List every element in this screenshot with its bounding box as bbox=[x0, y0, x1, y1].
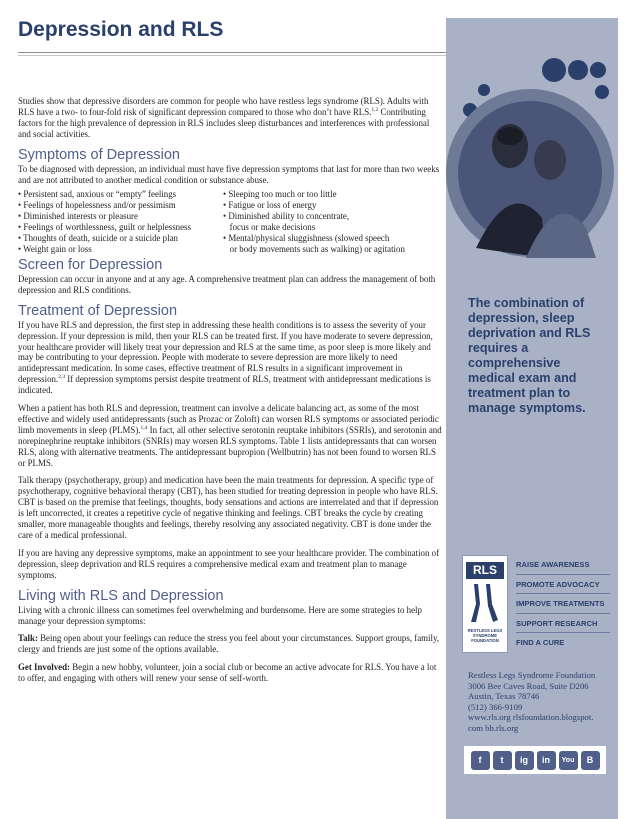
list-item: focus or make decisions bbox=[223, 222, 316, 233]
main-column bbox=[18, 96, 443, 691]
screen-text: Depression can occur in anyone and at any age. A comprehensive treatment plan can address the management of both depression and RLS conditions. bbox=[18, 273, 436, 295]
living-heading: Living with RLS and Depression bbox=[18, 587, 224, 604]
list-item: • Feelings of worthlessness, guilt or helplessness bbox=[18, 222, 191, 233]
logo-mark: RLS bbox=[466, 562, 504, 579]
list-item: or body movements such as walking) or agitation bbox=[223, 243, 405, 254]
address-line: Austin, Texas 78746 bbox=[468, 691, 540, 701]
mission-list bbox=[516, 555, 610, 653]
treatment-heading: Treatment of Depression bbox=[18, 302, 178, 319]
list-item: • Thoughts of death, suicide or a suicide plan bbox=[18, 233, 178, 244]
address-line[interactable]: www.rls.org rlsfoundation.blogspot. bbox=[468, 712, 594, 722]
address-line: 3006 Bee Caves Road, Suite D206 bbox=[468, 680, 589, 691]
social-icons bbox=[464, 746, 606, 774]
symptoms-heading: Symptoms of Depression bbox=[18, 146, 180, 163]
page-title: Depression and RLS bbox=[18, 18, 224, 41]
title-rule-secondary bbox=[18, 55, 448, 56]
facebook-icon[interactable]: f bbox=[471, 751, 490, 770]
symptom-col-right bbox=[223, 189, 443, 254]
get-involved-tip: Get Involved: Begin a new hobby, volunteer, join a social club or become an active advocate for RLS. You have a lot to offer, and engaging with others will renew your sense of self-worth. bbox=[18, 662, 437, 684]
title-rule bbox=[18, 52, 448, 53]
treatment-paragraph-4: If you are having any depressive symptoms, make an appointment to see your healthcare provider. The combination of depression, sleep deprivation and RLS requires a comprehensive medical exam and treatment plan to manage symptoms. bbox=[18, 547, 440, 580]
rls-foundation-logo bbox=[462, 555, 508, 653]
mission-item: PROMOTE ADVOCACY bbox=[516, 575, 610, 595]
list-item: • Sleeping too much or too little bbox=[223, 189, 337, 200]
symptom-col-left bbox=[18, 189, 223, 254]
treatment-paragraph-3: Talk therapy (psychotherapy, group) and medication have been the main treatments for depression. A specific type of psychotherapy, cognitive behavioral therapy (CBT), has been studied for treating depression in people who have RLS. CBT is based on the premise that feelings, thoughts, body sensations and actions are interrelated and that if depression is left uncorrected, it creates a repetitive cycle of negative thinking and feelings. CBT breaks the cycle by creating smaller, more manageable thoughts and feelings, thereby resolving any associated negativity. CBT is done under the care of a medical professional. bbox=[18, 475, 439, 540]
sidebar bbox=[446, 18, 618, 819]
blogger-icon[interactable]: B bbox=[581, 751, 600, 770]
treatment-paragraph-2: When a patient has both RLS and depression, treatment can involve a delicate balancing act, as some of the most effective and widely used antidepressants (such as Prozac or Zoloft) can worsen RLS symptoms or associated periodic limb movements in sleep (PLMS).$^{1,4}$ In fact, all other selective serotonin reuptake inhibitors (SSRIs), and serotonin and norepinephrine reuptake inhibitors (SNRIs) may worsen RLS symptoms. Table 1 lists antidepressants that can worsen RLS, along with alternative treatments. The antidepressant bupropion (Wellbutrin) has not been found to worsen RLS or PLMS. bbox=[18, 403, 442, 468]
list-item: • Diminished ability to concentrate, bbox=[223, 211, 350, 222]
youtube-icon[interactable]: You bbox=[559, 751, 578, 770]
mission-item: IMPROVE TREATMENTS bbox=[516, 594, 610, 614]
legs-icon bbox=[468, 582, 504, 626]
mission-item: SUPPORT RESEARCH bbox=[516, 614, 610, 634]
symptom-list bbox=[18, 189, 443, 254]
address-line: Restless Legs Syndrome Foundation bbox=[468, 670, 596, 680]
list-item: • Mental/physical sluggishness (slowed speech bbox=[223, 233, 390, 244]
treatment-paragraph-1: If you have RLS and depression, the first step in addressing these health conditions is to assess the severity of your depression. If your depression is mild, then your RLS can be treated first. If you have moderate to severe depression, your healthcare provider will likely treat your depression and RLS at the same time, as poor sleep is more likely and may be contributing to your depression. People with moderate to severe depression are more likely to need antidepressant medication. In some cases, effective treatment of RLS results in a significant improvement in depression.$^{2,3}$ If depression symptoms persist despite treatment of RLS, treatment with antidepressant medications is indicated. bbox=[18, 319, 433, 396]
mission-item: FIND A CURE bbox=[516, 638, 565, 647]
pull-quote: The combination of depression, sleep deprivation and RLS requires a comprehensive medical exam and treatment plan to manage symptoms. bbox=[468, 296, 591, 415]
list-item: • Weight gain or loss bbox=[18, 243, 92, 254]
linkedin-icon[interactable]: in bbox=[537, 751, 556, 770]
talk-tip: Talk: Being open about your feelings can reduce the stress you feel about your circumstances. Support groups, family, clergy and friends are just some of the options available. bbox=[18, 633, 440, 655]
contact-address bbox=[468, 670, 613, 733]
instagram-icon[interactable]: ig bbox=[515, 751, 534, 770]
twitter-icon[interactable]: t bbox=[493, 751, 512, 770]
mission-item: RAISE AWARENESS bbox=[516, 555, 610, 575]
list-item: • Fatigue or loss of energy bbox=[223, 200, 317, 211]
list-item: • Feelings of hopelessness and/or pessimism bbox=[18, 200, 176, 211]
symptoms-text: To be diagnosed with depression, an individual must have five depression symptoms that last for more than two weeks and are not attributed to another medical condition or substance abuse. bbox=[18, 163, 440, 185]
list-item: • Diminished interests or pleasure bbox=[18, 211, 138, 222]
address-line: (512) 366-9109 bbox=[468, 701, 523, 712]
intro-paragraph: Studies show that depressive disorders are common for people who have restless legs syndrome (RLS). Adults with RLS have a two- to four-fold risk of significant depression compared to those who don’t have RLS.$^{1,2}$ Contributing factors for the high prevalence of depression in RLS includes sleep disturbances and interferences with professional and social activities. bbox=[18, 96, 430, 139]
address-line[interactable]: com bb.rls.org bbox=[468, 722, 519, 733]
logo-text: RESTLESS LEGS SYNDROME FOUNDATION bbox=[467, 628, 503, 643]
living-text: Living with a chronic illness can sometimes feel overwhelming and burdensome. Here are some strategies to help manage your depression symptoms: bbox=[18, 604, 422, 626]
list-item: • Persistent sad, anxious or “empty” feelings bbox=[18, 189, 177, 200]
people-photo-image bbox=[446, 18, 618, 276]
screen-heading: Screen for Depression bbox=[18, 256, 163, 273]
